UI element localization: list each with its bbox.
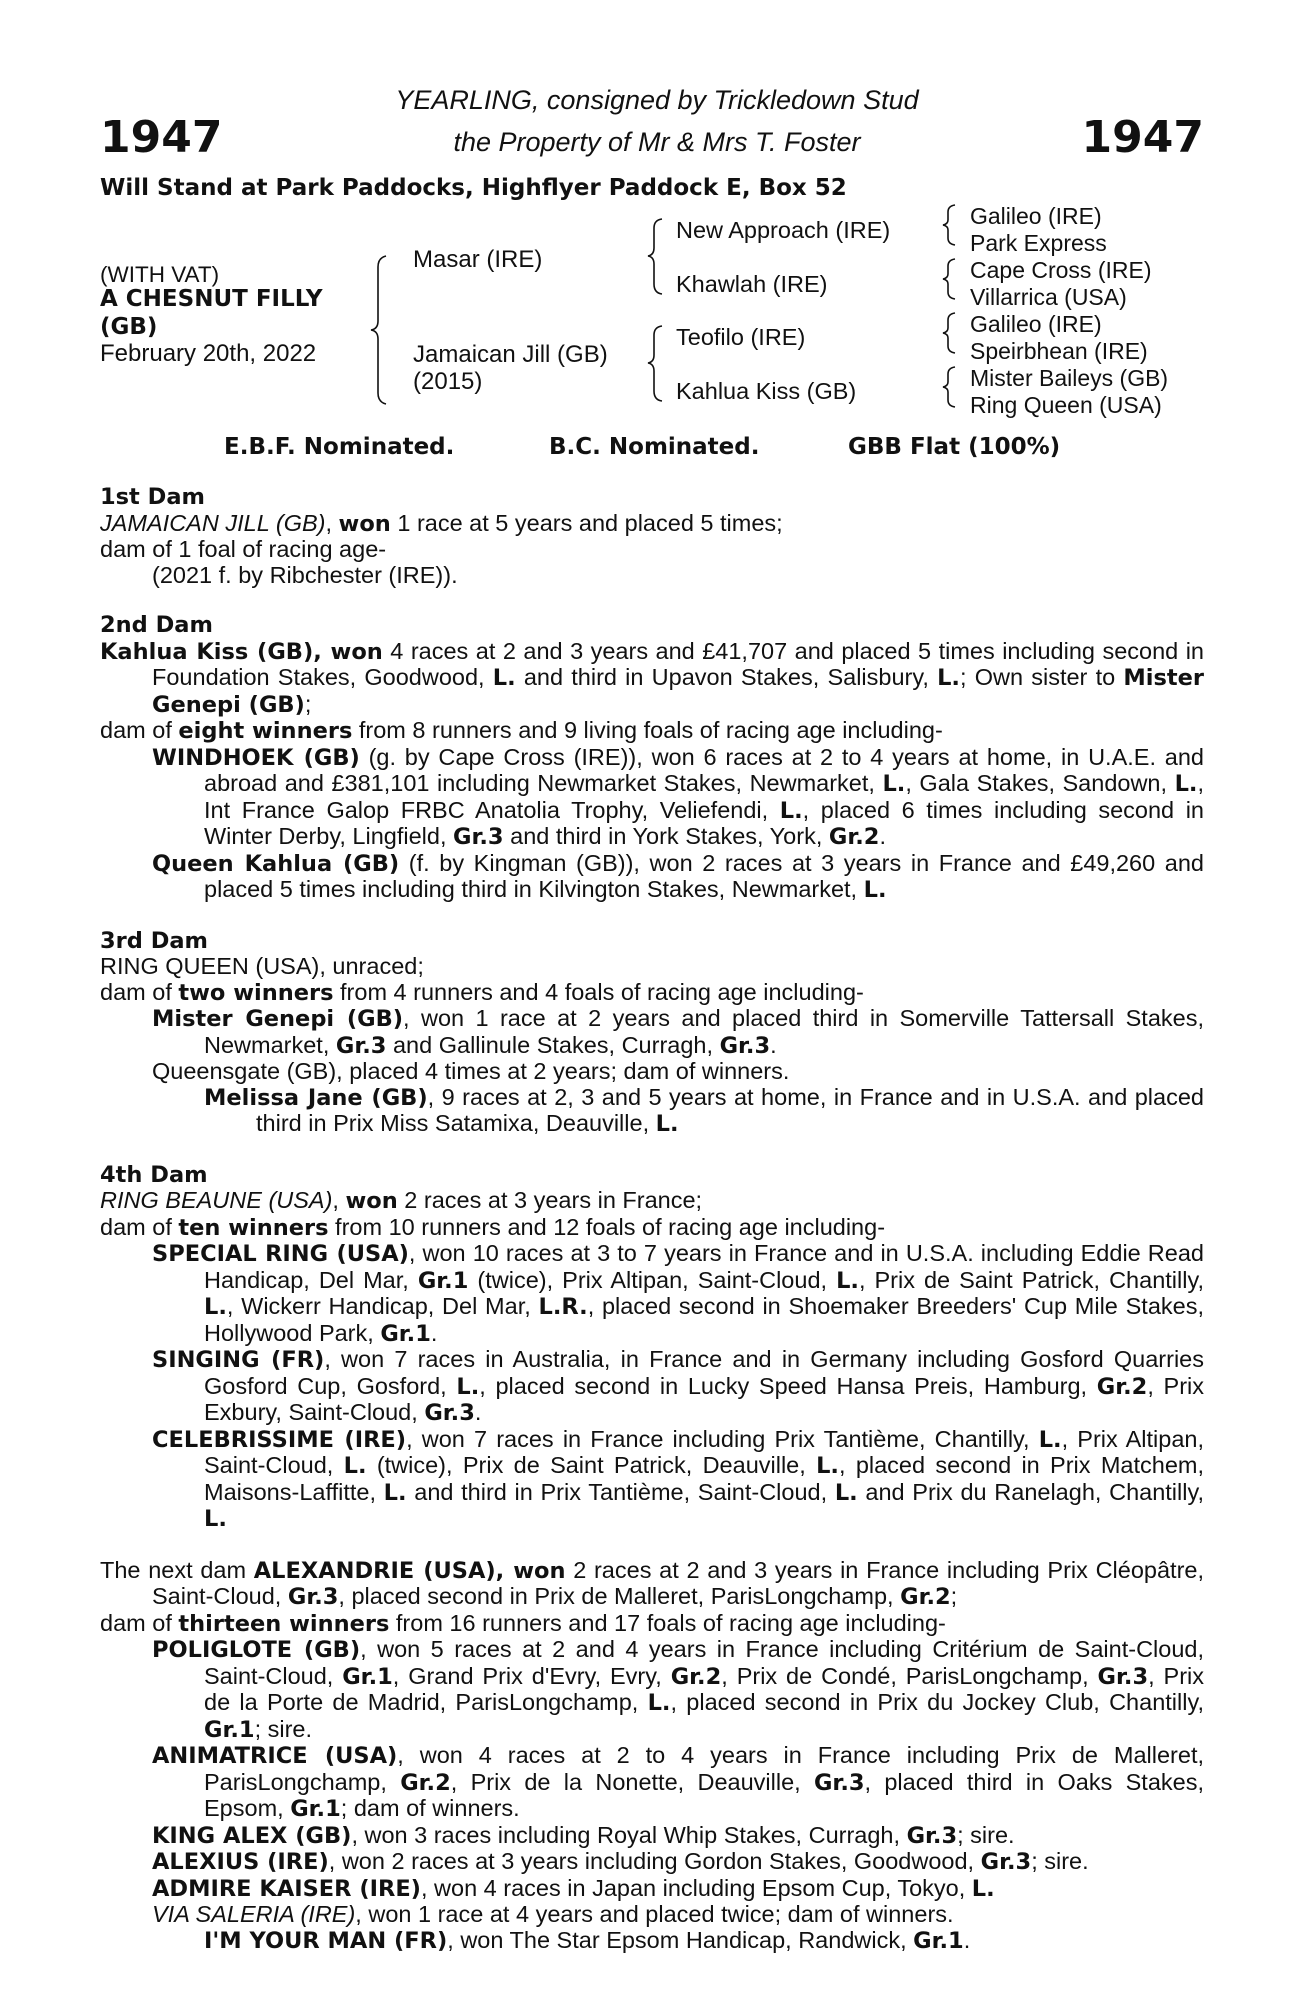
first-dam-foal: (2021 f. by Ribchester (IRE)). (152, 561, 458, 588)
second-dam-produce: dam of eight winners from 8 runners and 9 living foals of racing age including- (100, 717, 943, 744)
gen3-dam-dam: Kahlua Kiss (GB) (676, 378, 857, 404)
property-line: the Property of Mr & Mrs T. Foster (453, 127, 861, 157)
bracket-sire (650, 218, 666, 296)
fourth-dam-produce: dam of ten winners from 10 runners and 12 foals of racing age including- (100, 1213, 886, 1241)
bc-nomination: B.C. Nominated. (549, 434, 760, 460)
progeny-melissa-jane: Melissa Jane (GB), 9 races at 2, 3 and 5 years at home, in France and in U.S.A. and placed third in Prix Miss Satamixa, Deauville, L. (204, 1083, 1204, 1137)
progeny-singing: SINGING (FR), won 7 races in Australia, in France and in Germany including Gosford Quarries Gosford Cup, Gosford, L., placed second in Lucky Speed Hansa Preis, Hamburg, Gr.2, Prix Exbury, Saint-Cloud, Gr.3. (152, 1346, 1204, 1426)
progeny-poliglote: POLIGLOTE (GB), won 5 races at 2 and 4 years in France including Critérium de Saint-Cloud, Saint-Cloud, Gr.1, Grand Prix d'Evry, Evry, Gr.2, Prix de Condé, ParisLongchamp, Gr.3, Prix de la Porte de Madrid, ParisLongchamp, L., placed second in Prix du Jockey Club, Chantilly, Gr.1; sire. (152, 1636, 1205, 1743)
horse-country: (GB) (100, 314, 158, 340)
second-dam-heading: 2nd Dam (100, 612, 213, 638)
bracket-g3-1 (944, 204, 958, 246)
first-dam-produce: dam of 1 foal of racing age- (100, 536, 387, 562)
progeny-animatrice: ANIMATRICE (USA), won 4 races at 2 to 4 years in France including Prix de Malleret, ParisLongchamp, Gr.2, Prix de la Nonette, Deauville, Gr.3, placed third in Oaks Stakes, Epsom, Gr.1; dam of winners. (152, 1742, 1204, 1822)
bracket-dam (650, 325, 666, 403)
third-dam-heading: 3rd Dam (100, 927, 208, 954)
gen4-8: Ring Queen (USA) (970, 392, 1162, 418)
third-dam-record: RING QUEEN (USA), unraced; (100, 953, 424, 979)
lot-number-right: 1947 (1081, 112, 1204, 163)
gen3-dam-sire: Teofilo (IRE) (676, 324, 806, 350)
gen4-3: Cape Cross (IRE) (970, 257, 1152, 283)
progeny-alexius: ALEXIUS (IRE), won 2 races at 3 years including Gordon Stakes, Goodwood, Gr.3; sire. (152, 1848, 1089, 1875)
gbb-flat: GBB Flat (100%) (848, 434, 1061, 460)
bracket-g3-3 (944, 312, 958, 354)
sire-name: Masar (IRE) (413, 246, 543, 273)
next-dam-record: The next dam ALEXANDRIE (USA), won 2 races at 2 and 3 years in France including Prix Cléopâtre, Saint-Cloud, Gr.3, placed second in Prix de Malleret, ParisLongchamp, Gr.2; (100, 1556, 1204, 1610)
fourth-dam-heading: 4th Dam (100, 1161, 208, 1188)
gen4-2: Park Express (970, 230, 1107, 256)
third-dam-produce: dam of two winners from 4 runners and 4 foals of racing age including- (100, 978, 864, 1006)
progeny-queensgate: Queensgate (GB), placed 4 times at 2 years; dam of winners. (152, 1058, 790, 1084)
dam-name: Jamaican Jill (GB) (413, 341, 608, 368)
progeny-special-ring: SPECIAL RING (USA), won 10 races at 3 to 7 years in France and in U.S.A. including Eddie Read Handicap, Del Mar, Gr.1 (twice), Prix Altipan, Saint-Cloud, L., Prix de Saint Patrick, Chantilly, L., Wickerr Handicap, Del Mar, L.R., placed second in Shoemaker Breeders' Cup Mile Stakes, Hollywood Park, Gr.1. (152, 1240, 1204, 1347)
progeny-mister-genepi: Mister Genepi (GB), won 1 race at 2 years and placed third in Somerville Tattersall Stakes, Newmarket, Gr.3 and Gallinule Stakes, Curragh, Gr.3. (152, 1005, 1204, 1059)
stand-location: Will Stand at Park Paddocks, Highflyer Paddock E, Box 52 (100, 175, 847, 201)
next-dam-produce: dam of thirteen winners from 16 runners and 17 foals of racing age including- (100, 1609, 946, 1637)
progeny-celebrissime: CELEBRISSIME (IRE), won 7 races in France including Prix Tantième, Chantilly, L., Prix Altipan, Saint-Cloud, L. (twice), Prix de Saint Patrick, Deauville, L., placed second in Prix Matchem, Maisons-Laffitte, L. and third in Prix Tantième, Saint-Cloud, L. and Prix du Ranelagh, Chantilly, L. (152, 1425, 1205, 1532)
progeny-windhoek: WINDHOEK (GB) (g. by Cape Cross (IRE)), won 6 races at 2 to 4 years at home, in U.A.E. and abroad and £381,101 including Newmarket Stakes, Newmarket, L., Gala Stakes, Sandown, L., Int France Galop FRBC Anatolia Trophy, Veliefendi, L., placed 6 times including second in Winter Derby, Lingfield, Gr.3 and third in York Stakes, York, Gr.2. (152, 743, 1204, 850)
first-dam-heading: 1st Dam (100, 484, 205, 510)
bracket-g3-2 (944, 258, 958, 300)
second-dam-section (100, 613, 1204, 904)
first-dam-section (100, 485, 1204, 588)
horse-name: A CHESNUT FILLY (100, 286, 323, 312)
ebf-nomination: E.B.F. Nominated. (224, 434, 455, 460)
gen4-4: Villarrica (USA) (970, 284, 1127, 310)
progeny-im-your-man: I'M YOUR MAN (FR), won The Star Epsom Handicap, Randwick, Gr.1. (204, 1926, 971, 1954)
catalogue-body (100, 485, 1204, 1979)
first-dam-record: JAMAICAN JILL (GB), won 1 race at 5 years and placed 5 times; (100, 509, 783, 537)
progeny-king-alex: KING ALEX (GB), won 3 races including Royal Whip Stakes, Curragh, Gr.3; sire. (152, 1821, 1015, 1849)
gen4-6: Speirbhean (IRE) (970, 338, 1148, 364)
gen3-sire-sire: New Approach (IRE) (676, 217, 891, 243)
gen4-1: Galileo (IRE) (970, 203, 1102, 229)
gen3-sire-dam: Khawlah (IRE) (676, 271, 828, 297)
vat-note: (WITH VAT) (100, 262, 220, 287)
progeny-queen-kahlua: Queen Kahlua (GB) (f. by Kingman (GB)), won 2 races at 3 years in France and £49,260 and placed 5 times including third in Kilvington Stakes, Newmarket, L. (152, 849, 1204, 903)
progeny-admire-kaiser: ADMIRE KAISER (IRE), won 4 races in Japan including Epsom Cup, Tokyo, L. (152, 1874, 995, 1902)
lot-number-left: 1947 (100, 112, 223, 163)
third-dam-section (100, 929, 1204, 1138)
next-dam-section (100, 1558, 1204, 1955)
dam-year: (2015) (413, 368, 483, 395)
fourth-dam-record: RING BEAUNE (USA), won 2 races at 3 years in France; (100, 1187, 703, 1214)
second-dam-record: Kahlua Kiss (GB), won 4 races at 2 and 3 years and £41,707 and placed 5 times including second in Foundation Stakes, Goodwood, L. and third in Upavon Stakes, Salisbury, L.; Own sister to Mister Genepi (GB); (100, 637, 1204, 718)
bracket-gen1 (374, 255, 390, 405)
foaling-date: February 20th, 2022 (100, 340, 317, 367)
consignor-line: YEARLING, consigned by Trickledown Stud (395, 85, 919, 115)
bracket-g3-4 (944, 366, 958, 408)
gen4-7: Mister Baileys (GB) (970, 365, 1169, 391)
fourth-dam-section (100, 1163, 1204, 1533)
gen4-5: Galileo (IRE) (970, 311, 1102, 337)
progeny-via-saleria: VIA SALERIA (IRE), won 1 race at 4 years and placed twice; dam of winners. (152, 1901, 954, 1927)
